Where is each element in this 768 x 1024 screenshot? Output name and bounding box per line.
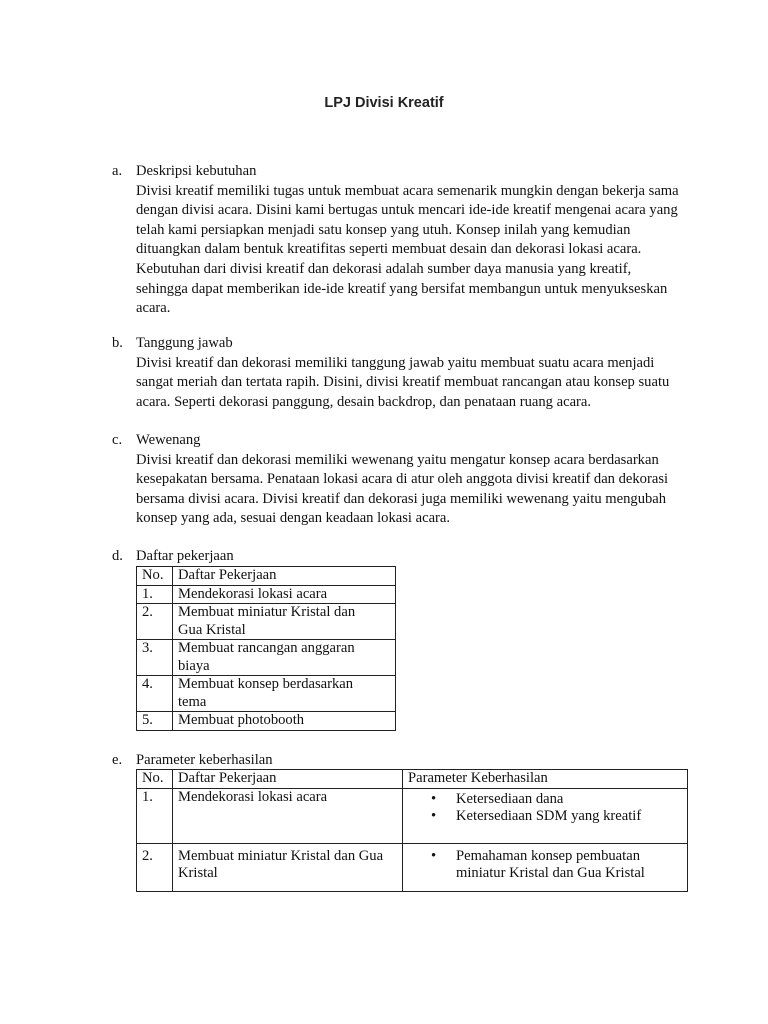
parameter-text: Pemahaman konsep pembuatan — [456, 847, 640, 864]
row-no: 5. — [137, 712, 173, 731]
parameter-item — [456, 848, 687, 883]
row-task — [173, 604, 396, 640]
row-task-text: Mendekorasi lokasi acara — [178, 788, 328, 805]
section-heading: Daftar pekerjaan — [136, 548, 234, 564]
row-task-text-cont: biaya — [178, 657, 210, 674]
row-task-text-cont: tema — [178, 693, 207, 710]
parameter-table — [136, 769, 688, 892]
row-task-text: Membuat photobooth — [178, 712, 305, 728]
section-marker: e. — [112, 752, 123, 768]
row-task — [173, 676, 396, 712]
row-task-text-cont: Kristal — [178, 865, 218, 881]
section-heading: Deskripsi kebutuhan — [136, 163, 257, 179]
row-task-text: Membuat miniatur Kristal dan Gua — [178, 847, 384, 864]
header-task: Daftar Pekerjaan — [173, 770, 403, 789]
row-no: 2. — [137, 604, 173, 640]
table-header-row — [137, 567, 396, 586]
parameter-list — [408, 848, 687, 883]
row-parameters — [403, 843, 688, 891]
row-task-text-cont: Gua Kristal — [178, 621, 246, 638]
table-row — [137, 640, 396, 676]
parameter-item: • Ketersediaan dana — [456, 791, 687, 809]
section-paragraph: Divisi kreatif memiliki tugas untuk membuat acara semenarik mungkin dengan bekerja sama dengan divisi acara. Disini kami bertugas untuk mencari ide-ide kreatif mengenai acara yang telah kami persiapkan menjadi satu konsep yang utuh. Konsep inilah yang kemudian dituangkan dalam bentuk kreatifitas seperti membuat desain dan dekorasi lokasi acara. Kebutuhan dari divisi kreatif dan dekorasi adalah sumber daya manusia yang kreatif, sehingga dapat memberikan ide-ide kreatif yang bersifat membangun untuk menyukseskan acara. — [136, 182, 679, 317]
header-task: Daftar Pekerjaan — [173, 567, 396, 586]
table-row — [137, 604, 396, 640]
section-marker: d. — [112, 548, 123, 564]
section-marker: a. — [112, 163, 123, 179]
section-paragraph: Divisi kreatif dan dekorasi memiliki tanggung jawab yaitu membuat suatu acara menjadi sangat meriah dan tertata rapih. Disini, divisi kreatif membuat rancangan atau konsep suatu acara. Seperti dekorasi panggung, desain backdrop, dan penataan ruang acara. — [136, 354, 670, 410]
section-heading: Parameter keberhasilan — [136, 752, 273, 768]
row-no: 1. — [137, 788, 173, 843]
row-no: 2. — [137, 843, 173, 891]
section-marker: c. — [112, 432, 123, 448]
table-row — [137, 712, 396, 731]
header-parameter: Parameter Keberhasilan — [403, 770, 688, 789]
row-task — [173, 712, 396, 731]
section-heading: Wewenang — [136, 432, 201, 448]
table-header-row — [137, 770, 688, 789]
row-task — [173, 788, 403, 843]
row-task — [173, 585, 396, 604]
row-task-text: Membuat miniatur Kristal dan — [178, 604, 356, 620]
table-row — [137, 843, 688, 891]
table-row — [137, 788, 688, 843]
table-row — [137, 676, 396, 712]
section-marker: b. — [112, 335, 123, 351]
row-parameters — [403, 788, 688, 843]
row-no: 4. — [137, 676, 173, 712]
header-no: No. — [137, 567, 173, 586]
row-no: 1. — [137, 585, 173, 604]
task-table — [136, 566, 396, 731]
header-no: No. — [137, 770, 173, 789]
section-paragraph: Divisi kreatif dan dekorasi memiliki wewenang yaitu mengatur konsep acara berdasarkan kesepakatan bersama. Penataan lokasi acara di atur oleh anggota divisi kreatif dan dekorasi bersama divisi acara. Divisi kreatif dan dekorasi juga memiliki wewenang yaitu mengubah konsep yang ada, sesuai dengan keadaan lokasi acara. — [136, 451, 669, 527]
row-task-text: Mendekorasi lokasi acara — [178, 585, 328, 602]
row-task-text: Membuat rancangan anggaran — [178, 640, 355, 656]
table-row — [137, 585, 396, 604]
parameter-list — [408, 791, 687, 826]
row-no: 3. — [137, 640, 173, 676]
row-task-text: Membuat konsep berdasarkan — [178, 676, 354, 692]
document-title: LPJ Divisi Kreatif — [324, 95, 444, 111]
section-heading: Tanggung jawab — [136, 335, 233, 351]
row-task — [173, 843, 403, 891]
parameter-text-cont: miniatur Kristal dan Gua Kristal — [456, 865, 645, 881]
row-task — [173, 640, 396, 676]
parameter-item: • Ketersediaan SDM yang kreatif — [456, 808, 687, 826]
